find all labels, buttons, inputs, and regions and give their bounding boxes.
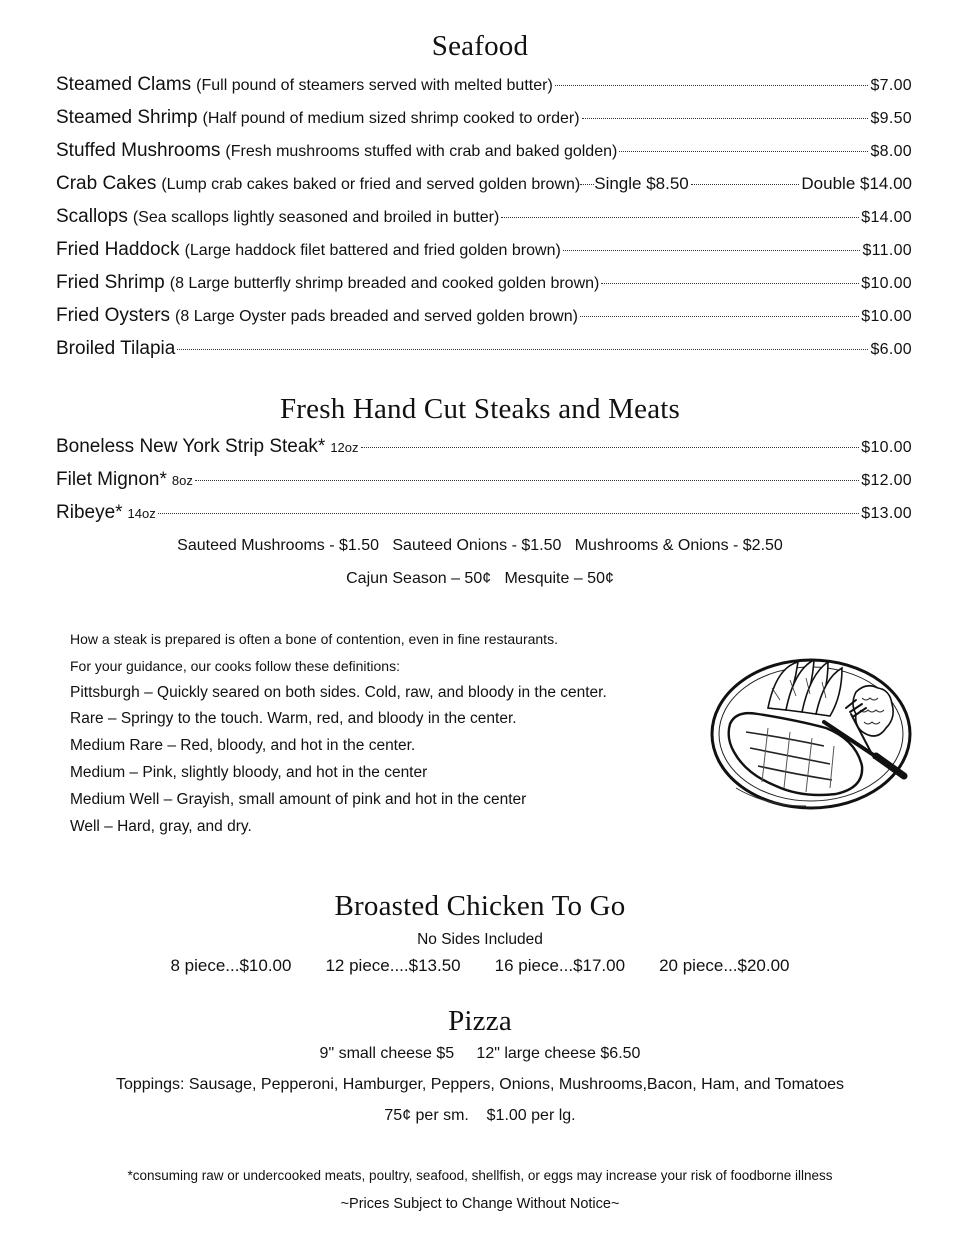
steak-addons-line-1: Sauteed Mushrooms - $1.50 Sauteed Onions - $1.50 Mushrooms & Onions - $2.50 <box>177 537 783 554</box>
steak-plate-illustration-icon <box>706 648 916 816</box>
chicken-options <box>0 956 960 976</box>
dot-leader <box>580 316 859 317</box>
dot-leader <box>582 118 869 119</box>
doneness-medium: Medium – Pink, slightly bloody, and hot in the center <box>70 763 428 781</box>
dot-leader <box>691 184 800 185</box>
menu-item-fried-shrimp <box>56 272 912 296</box>
doneness-rare: Rare – Springy to the touch. Warm, red, and bloody in the center. <box>70 710 517 728</box>
dot-leader <box>158 513 860 514</box>
doneness-intro-2: For your guidance, our cooks follow these definitions: <box>70 657 400 674</box>
doneness-intro-1: How a steak is prepared is often a bone of contention, even in fine restaurants. <box>70 631 558 647</box>
doneness-well: Well – Hard, gray, and dry. <box>70 817 252 835</box>
chicken-option-16: 16 piece...$17.00 <box>494 956 626 975</box>
item-description: (Full pound of steamers served with melted butter) <box>196 77 553 94</box>
item-name: Stuffed Mushrooms <box>56 140 221 161</box>
doneness-guide <box>70 626 710 840</box>
dot-leader <box>563 250 861 251</box>
item-name: Ribeye* <box>56 502 123 523</box>
chicken-title: Broasted Chicken To Go <box>334 890 626 922</box>
menu-item-steamed-clams <box>56 74 912 98</box>
item-name: Boneless New York Strip Steak* <box>56 436 326 457</box>
menu-item-fried-oysters <box>56 305 912 329</box>
item-price: $9.50 <box>870 110 912 127</box>
chicken-option-12: 12 piece....$13.50 <box>325 956 461 975</box>
item-price: $7.00 <box>870 77 912 94</box>
doneness-pittsburgh: Pittsburgh – Quickly seared on both sides. Cold, raw, and bloody in the center. <box>70 683 607 701</box>
item-name: Steamed Clams <box>56 74 192 95</box>
item-description: (8 Large Oyster pads breaded and served golden brown) <box>175 308 578 325</box>
item-price: $13.00 <box>861 505 912 522</box>
steak-addons-line-2: Cajun Season – 50¢ Mesquite – 50¢ <box>346 570 614 587</box>
menu-item-steamed-shrimp <box>56 107 912 131</box>
item-price: $6.00 <box>870 341 912 358</box>
dot-leader <box>555 85 869 86</box>
menu-item-crab-cakes <box>56 173 912 197</box>
pizza-sizes: 9" small cheese $5 12" large cheese $6.50 <box>319 1045 641 1062</box>
menu-item-ribeye <box>56 502 912 526</box>
double-price: Double $14.00 <box>801 174 912 193</box>
price-change-notice: ~Prices Subject to Change Without Notice~ <box>340 1196 620 1212</box>
chicken-subtitle: No Sides Included <box>417 931 543 948</box>
item-name: Crab Cakes <box>56 173 157 194</box>
dot-leader <box>601 283 859 284</box>
pizza-toppings: Toppings: Sausage, Pepperoni, Hamburger, Peppers, Onions, Mushrooms,Bacon, Ham, and Tomatoes <box>115 1076 845 1093</box>
doneness-medium-well: Medium Well – Grayish, small amount of pink and hot in the center <box>70 790 527 808</box>
item-price: $10.00 <box>861 308 912 325</box>
item-size: 14oz <box>127 506 156 521</box>
menu-item-ny-strip <box>56 436 912 460</box>
single-price: Single $8.50 <box>594 174 689 193</box>
item-name: Filet Mignon* <box>56 469 167 490</box>
menu-item-fried-haddock <box>56 239 912 263</box>
item-name: Fried Haddock <box>56 239 180 260</box>
item-name: Fried Oysters <box>56 305 171 326</box>
steaks-title: Fresh Hand Cut Steaks and Meats <box>279 393 681 425</box>
dot-leader <box>501 217 859 218</box>
item-description: (8 Large butterfly shrimp breaded and cooked golden brown) <box>169 275 600 292</box>
item-price: $14.00 <box>861 209 912 226</box>
item-name: Fried Shrimp <box>56 272 165 293</box>
menu-item-filet-mignon <box>56 469 912 493</box>
item-price: $8.00 <box>870 143 912 160</box>
dot-leader <box>195 480 859 481</box>
item-description: (Fresh mushrooms stuffed with crab and baked golden) <box>225 143 618 160</box>
item-description: (Large haddock filet battered and fried golden brown) <box>184 242 561 259</box>
pizza-topping-prices: 75¢ per sm. $1.00 per lg. <box>384 1107 576 1124</box>
item-price: $10.00 <box>861 275 912 292</box>
item-size: 8oz <box>171 473 193 488</box>
item-price: $10.00 <box>861 439 912 456</box>
item-description: (Sea scallops lightly seasoned and broiled in butter) <box>132 209 500 226</box>
menu-item-broiled-tilapia <box>56 338 912 362</box>
doneness-medium-rare: Medium Rare – Red, bloody, and hot in the center. <box>70 737 416 755</box>
foodborne-illness-warning: *consuming raw or undercooked meats, poultry, seafood, shellfish, or eggs may increase your risk of foodborne illness <box>127 1168 833 1183</box>
item-name: Scallops <box>56 206 128 227</box>
menu-item-scallops <box>56 206 912 230</box>
dot-leader <box>619 151 868 152</box>
item-name: Steamed Shrimp <box>56 107 198 128</box>
dot-leader <box>177 349 868 350</box>
chicken-option-20: 20 piece...$20.00 <box>659 956 790 975</box>
item-size: 12oz <box>330 440 359 455</box>
menu-item-stuffed-mushrooms <box>56 140 912 164</box>
item-name: Broiled Tilapia <box>56 338 176 359</box>
item-description: (Lump crab cakes baked or fried and served golden brown) <box>161 176 581 193</box>
chicken-option-8: 8 piece...$10.00 <box>170 956 292 975</box>
pizza-title: Pizza <box>448 1005 512 1037</box>
dot-leader <box>361 447 860 448</box>
seafood-title: Seafood <box>431 30 529 62</box>
item-price: $11.00 <box>862 242 912 259</box>
dot-leader <box>580 184 594 185</box>
item-price: $12.00 <box>861 472 912 489</box>
item-description: (Half pound of medium sized shrimp cooked to order) <box>202 110 580 127</box>
